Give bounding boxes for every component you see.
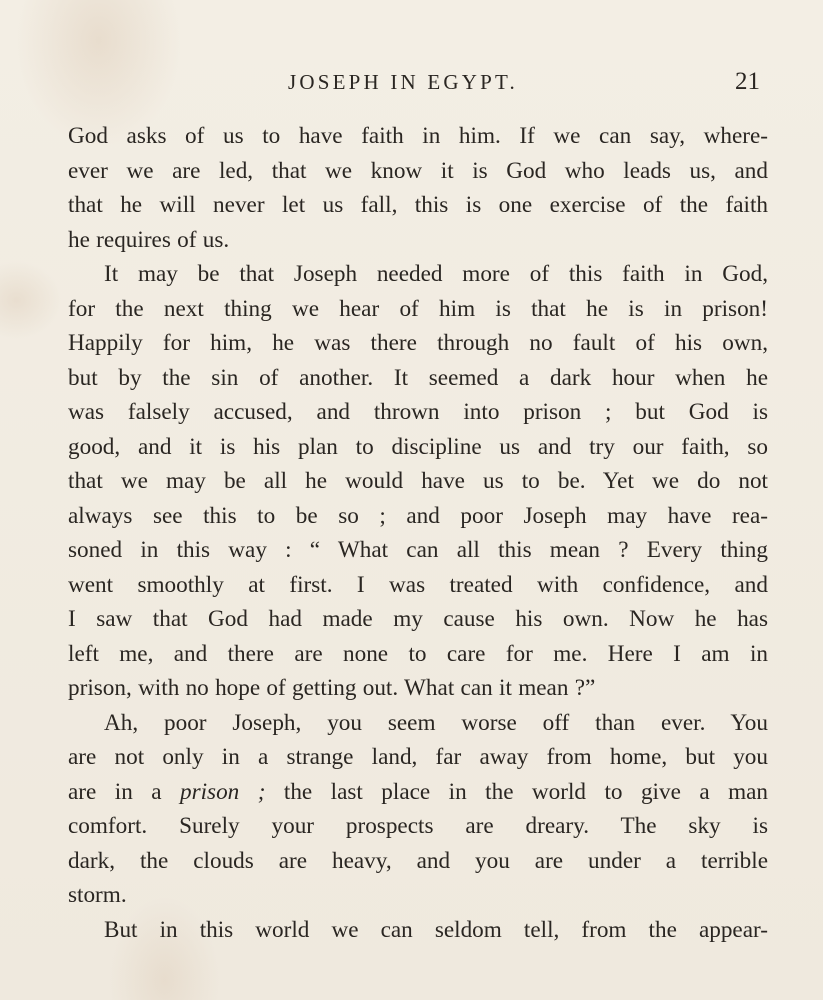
running-title: JOSEPH IN EGYPT. (288, 70, 518, 94)
text-line: Happily for him, he was there through no fault of his own, (68, 330, 768, 356)
text-line: ever we are led, that we know it is God who leads us, and (68, 157, 768, 184)
paragraph-4 (68, 913, 768, 948)
text-line: always see this to be so ; and poor Joseph may have rea- (68, 502, 768, 529)
text-line: are in a prison ; the last place in the world to give a man (68, 778, 768, 805)
paragraph-3 (68, 706, 768, 913)
text-line: comfort. Surely your prospects are dreary. The sky is (68, 813, 768, 839)
text-line: dark, the clouds are heavy, and you are under a terrible (68, 847, 768, 874)
text-line: But in this world we can seldom tell, from the appear- (104, 916, 768, 943)
text-line: was falsely accused, and thrown into prison ; but God is (68, 399, 768, 425)
text-line: that he will never let us fall, this is one exercise of the faith (68, 192, 768, 218)
text-line: that we may be all he would have us to be. Yet we do not (68, 468, 768, 494)
page-number: 21 (735, 68, 760, 95)
text-line: I saw that God had made my cause his own. Now he has (68, 606, 768, 632)
body-text (68, 119, 768, 947)
text-line: he requires of us. (68, 226, 230, 253)
paragraph-2 (68, 257, 768, 706)
emphasized-word: prison ; (179, 778, 266, 805)
text-line: storm. (68, 882, 127, 908)
text-line: for the next thing we hear of him is that he is in prison! (68, 295, 768, 322)
text-line: left me, and there are none to care for me. Here I am in (68, 640, 768, 667)
text-line: are not only in a strange land, far away from home, but you (68, 744, 768, 770)
running-header (0, 64, 823, 98)
text-line: but by the sin of another. It seemed a dark hour when he (68, 364, 768, 391)
text-line: prison, with no hope of getting out. What can it mean ?” (68, 675, 596, 701)
text-line: It may be that Joseph needed more of this faith in God, (104, 261, 768, 287)
paragraph-1 (68, 119, 768, 257)
text-line: soned in this way : “ What can all this mean ? Every thing (68, 537, 768, 563)
text-line: went smoothly at first. I was treated with confidence, and (68, 571, 768, 598)
text-line: God asks of us to have faith in him. If we can say, where- (68, 123, 768, 149)
text-line: good, and it is his plan to discipline us and try our faith, so (68, 433, 768, 460)
text-line: Ah, poor Joseph, you seem worse off than ever. You (104, 709, 768, 736)
